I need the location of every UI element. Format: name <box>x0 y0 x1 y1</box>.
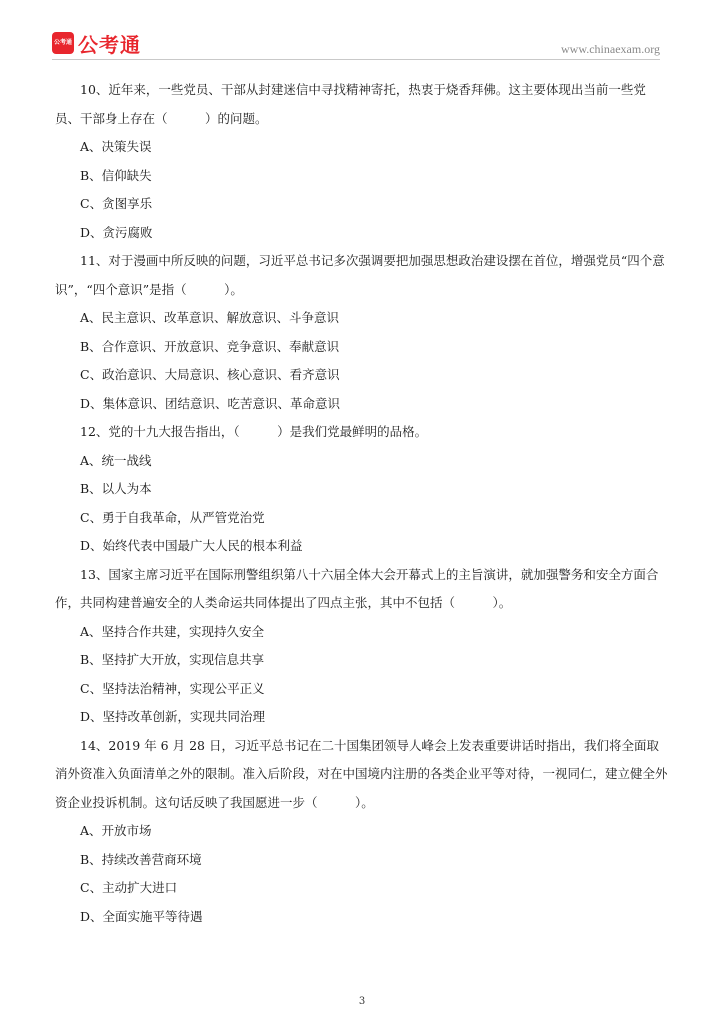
question-14-option-b: B、持续改善营商环境 <box>80 851 202 867</box>
question-11-option-a: A、民主意识、改革意识、解放意识、斗争意识 <box>80 310 340 325</box>
question-13-stem: 13、国家主席习近平在国际刑警组织第八十六届全体大会开幕式上的主旨演讲，就加强警务和安全方面合作，共同构建普遍安全的人类命运共同体提出了四点主张，其中不包括（ ）。 <box>55 566 659 610</box>
question-14-option-d: D、全面实施平等待遇 <box>80 908 203 924</box>
question-13-option-b: B、坚持扩大开放，实现信息共享 <box>80 652 265 667</box>
question-11-option-b: B、合作意识、开放意识、竞争意识、奉献意识 <box>80 338 340 354</box>
question-12-option-b: B、以人为本 <box>80 481 152 496</box>
question-10-option-c: C、贪图享乐 <box>80 196 153 211</box>
question-12-option-a: A、统一战线 <box>80 452 152 468</box>
question-13-option-d: D、坚持改革创新，实现共同治理 <box>80 709 266 724</box>
question-10-option-d: D、贪污腐败 <box>80 224 153 240</box>
question-10-stem: 10、近年来，一些党员、干部从封建迷信中寻找精神寄托，热衷于烧香拜佛。这主要体现出当前一些党员、干部身上存在（ ）的问题。 <box>55 82 646 126</box>
question-13-option-c: C、坚持法治精神，实现公平正义 <box>80 680 265 696</box>
document-body <box>55 76 670 931</box>
question-12-option-c: C、勇于自我革命，从严管党治党 <box>80 509 265 525</box>
logo-text: 公考通 <box>78 33 141 57</box>
logo-icon: 公考通 <box>52 32 74 54</box>
question-14-option-c: C、主动扩大进口 <box>80 880 178 895</box>
question-14-stem: 14、2019 年 6 月 28 日，习近平总书记在二十国集团领导人峰会上发表重要讲话时指出，我们将全面取消外资准入负面清单之外的限制。准入后阶段，对在中国境内注册的各类企业平等对待，一视同仁，建立健全外资企业投诉机制。这句话反映了我国愿进一步（ ）。 <box>55 737 668 810</box>
site-url[interactable]: www.chinaexam.org <box>561 42 660 56</box>
header-divider <box>52 59 660 60</box>
question-12-stem: 12、党的十九大报告指出，（ ）是我们党最鲜明的品格。 <box>80 424 428 439</box>
page-number: 3 <box>358 996 366 1007</box>
question-12-option-d: D、始终代表中国最广大人民的根本利益 <box>80 538 303 553</box>
question-14-option-a: A、开放市场 <box>80 823 152 838</box>
question-10-option-b: B、信仰缺失 <box>80 167 152 183</box>
question-11-option-c: C、政治意识、大局意识、核心意识、看齐意识 <box>80 367 340 382</box>
question-13-option-a: A、坚持合作共建，实现持久安全 <box>80 623 265 639</box>
question-11-option-d: D、集体意识、团结意识、吃苦意识、革命意识 <box>80 395 341 411</box>
page-header <box>0 0 724 62</box>
question-11-stem: 11、对于漫画中所反映的问题，习近平总书记多次强调要把加强思想政治建设摆在首位，增强党员“四个意识”，“四个意识”是指（ ）。 <box>55 253 665 297</box>
question-10-option-a: A、决策失误 <box>80 139 152 154</box>
